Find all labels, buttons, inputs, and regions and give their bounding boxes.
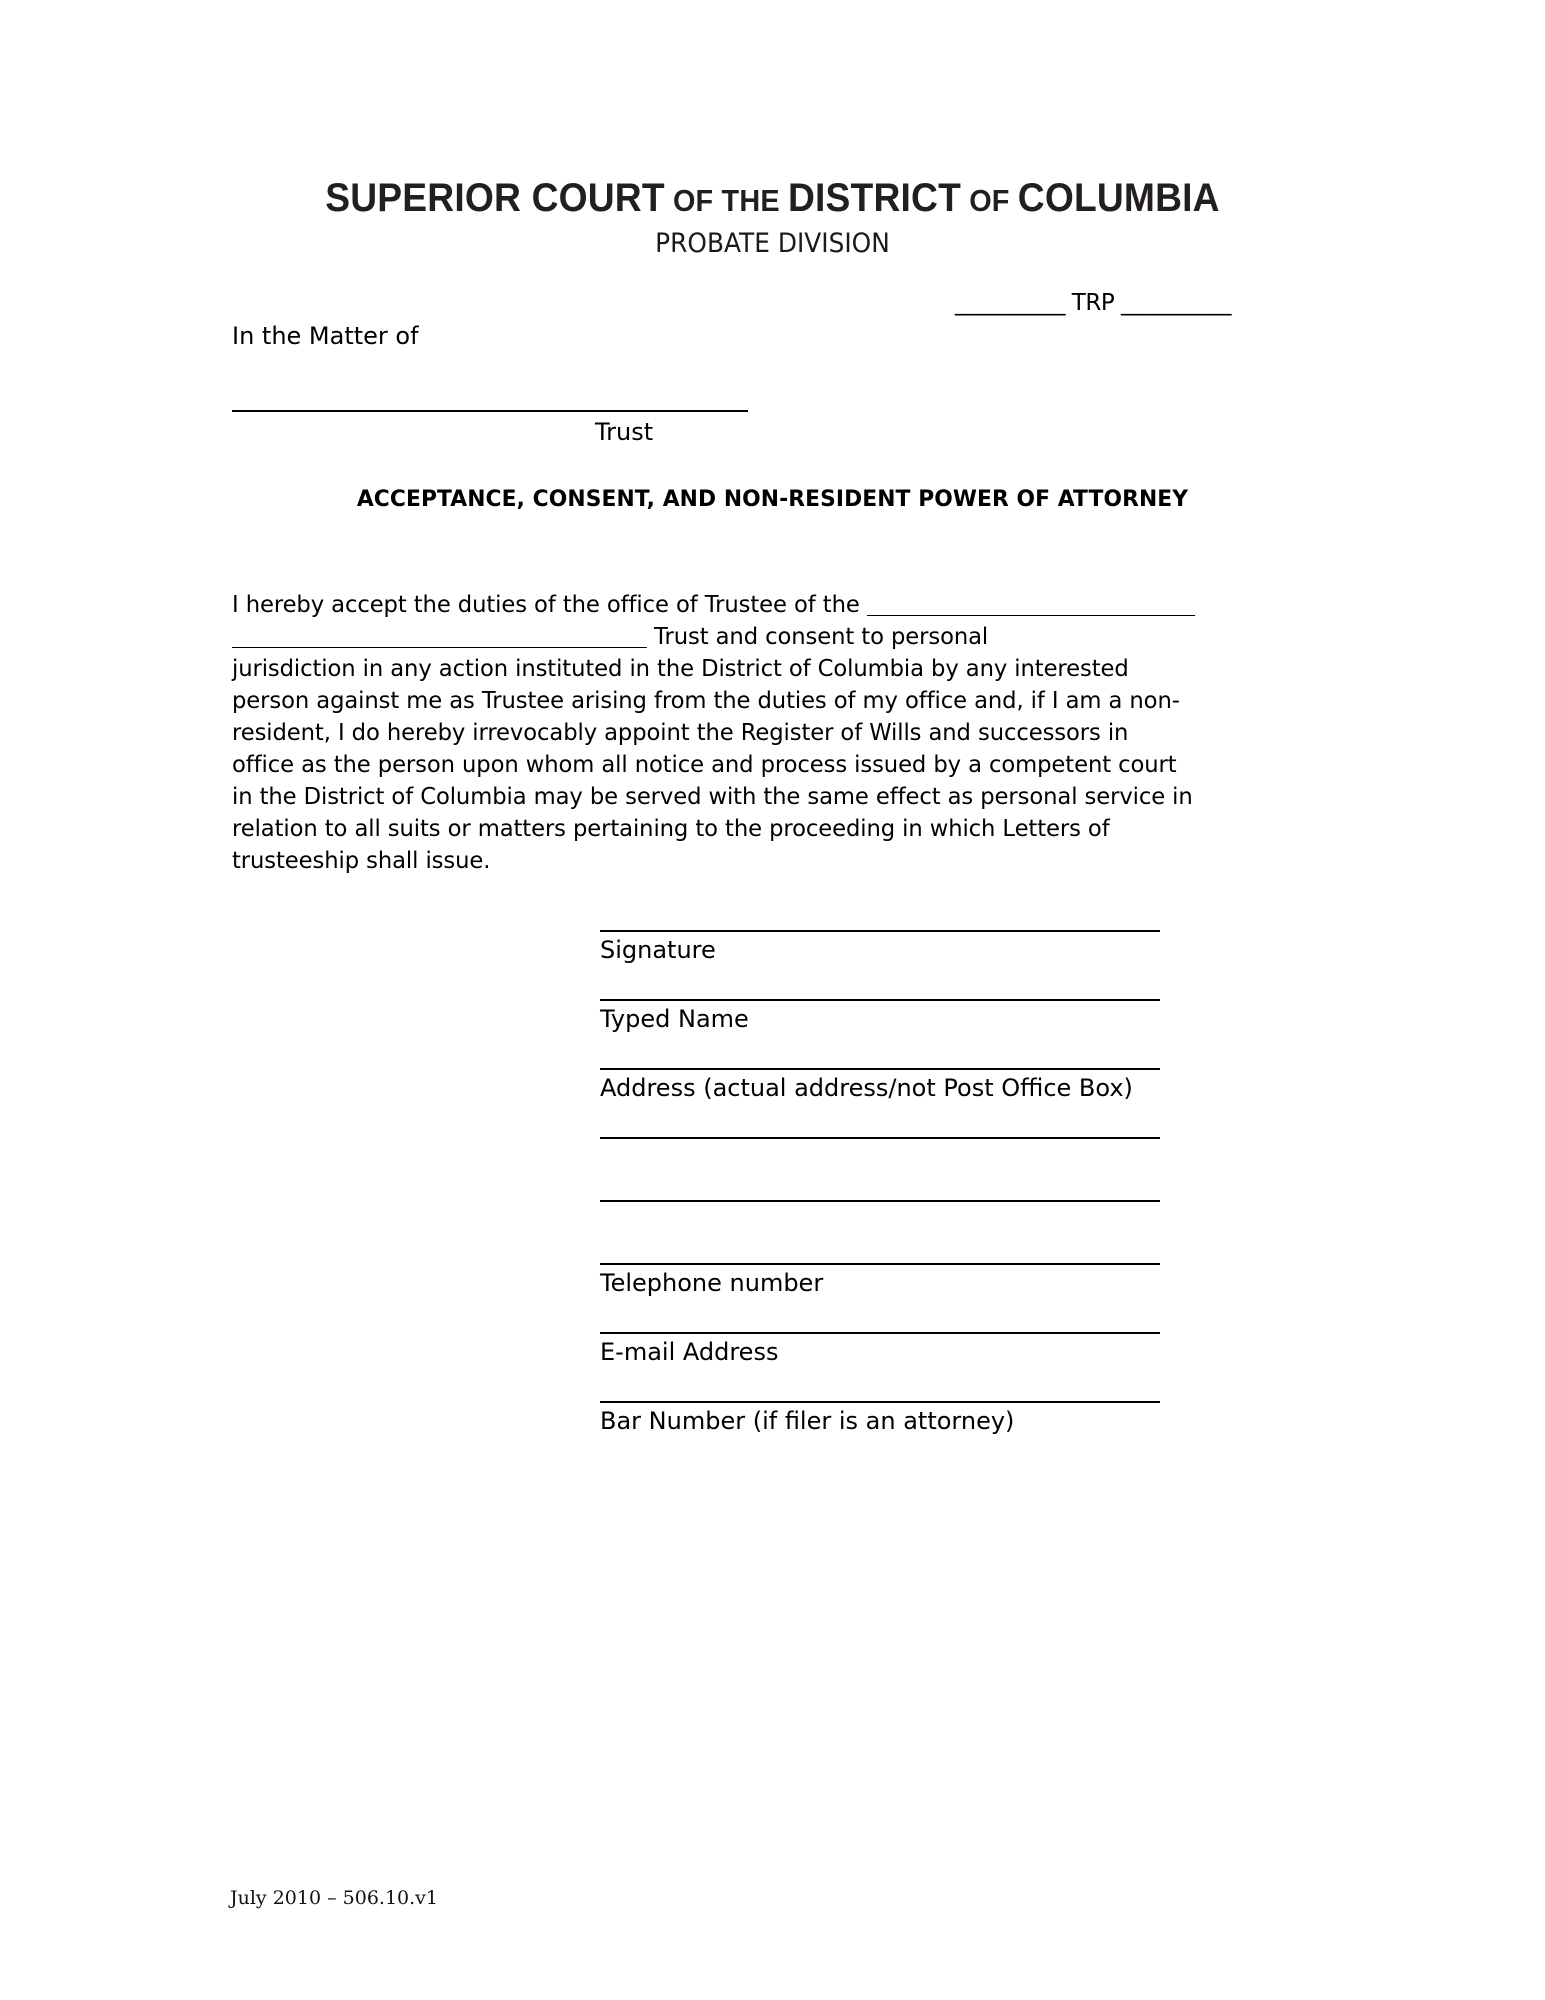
trp-case-number-line[interactable]: __________ TRP __________ <box>955 290 1232 316</box>
body-line-8: relation to all suits or matters pertaining to the proceeding in which Letters of <box>232 814 1110 842</box>
telephone-label: Telephone number <box>600 1269 824 1297</box>
spacer <box>600 1142 1160 1200</box>
court-title-part-5: COLUMBIA <box>1017 176 1220 220</box>
body-line-7: in the District of Columbia may be served with the same effect as personal service in <box>232 782 1193 810</box>
address-line-2-label <box>600 1139 1160 1142</box>
spacer <box>600 1205 1160 1263</box>
trust-name-blank-2[interactable] <box>232 647 647 648</box>
body-line-2-text: Trust and consent to personal <box>646 622 989 650</box>
court-title-part-4: OF <box>960 183 1018 218</box>
section-heading: ACCEPTANCE, CONSENT, AND NON-RESIDENT POWER OF ATTORNEY <box>356 487 1189 512</box>
spacer <box>600 965 1160 999</box>
spacer <box>600 1298 1160 1332</box>
field-signature <box>600 930 1160 965</box>
body-line-9: trusteeship shall issue. <box>232 846 491 874</box>
field-bar-number <box>600 1401 1160 1436</box>
form-version-footer: July 2010 – 506.10.v1 <box>230 1887 438 1909</box>
court-title <box>54 176 1491 221</box>
spacer <box>600 1367 1160 1401</box>
field-address-line-2 <box>600 1137 1160 1142</box>
body-line-3: jurisdiction in any action instituted in the District of Columbia by any interested <box>232 654 1129 682</box>
trust-name-blank-1[interactable] <box>867 615 1195 616</box>
spacer <box>600 1034 1160 1068</box>
body-line-2 <box>232 620 1263 652</box>
email-label: E-mail Address <box>600 1338 779 1366</box>
division-subtitle: PROBATE DIVISION <box>655 228 890 259</box>
court-title-part-3: DISTRICT <box>787 176 961 220</box>
field-email <box>600 1332 1160 1367</box>
signature-block <box>600 930 1160 1436</box>
body-paragraph <box>232 588 1263 876</box>
body-line-6: office as the person upon whom all notice and process issued by a competent court <box>232 750 1177 778</box>
body-line-1 <box>232 588 1263 620</box>
trust-label: Trust <box>595 418 654 446</box>
body-line-4: person against me as Trustee arising from the duties of my office and, if I am a non- <box>232 686 1180 714</box>
address-label: Address (actual address/not Post Office Box) <box>600 1074 1133 1102</box>
court-title-part-2: OF THE <box>664 183 788 218</box>
court-title-part-1: SUPERIOR COURT <box>325 176 665 220</box>
typed-name-label: Typed Name <box>600 1005 749 1033</box>
address-line-3-label <box>600 1202 1160 1205</box>
in-the-matter-of-label: In the Matter of <box>232 322 419 350</box>
field-address-line-3 <box>600 1200 1160 1205</box>
body-line-1-text: I hereby accept the duties of the office of Trustee of the <box>232 590 867 618</box>
trust-name-blank-rule[interactable] <box>232 410 748 412</box>
signature-label: Signature <box>600 936 716 964</box>
field-typed-name <box>600 999 1160 1034</box>
bar-number-label: Bar Number (if filer is an attorney) <box>600 1407 1015 1435</box>
field-address <box>600 1068 1160 1103</box>
field-telephone <box>600 1263 1160 1298</box>
body-line-5: resident, I do hereby irrevocably appoint the Register of Wills and successors in <box>232 718 1129 746</box>
spacer <box>600 1103 1160 1137</box>
